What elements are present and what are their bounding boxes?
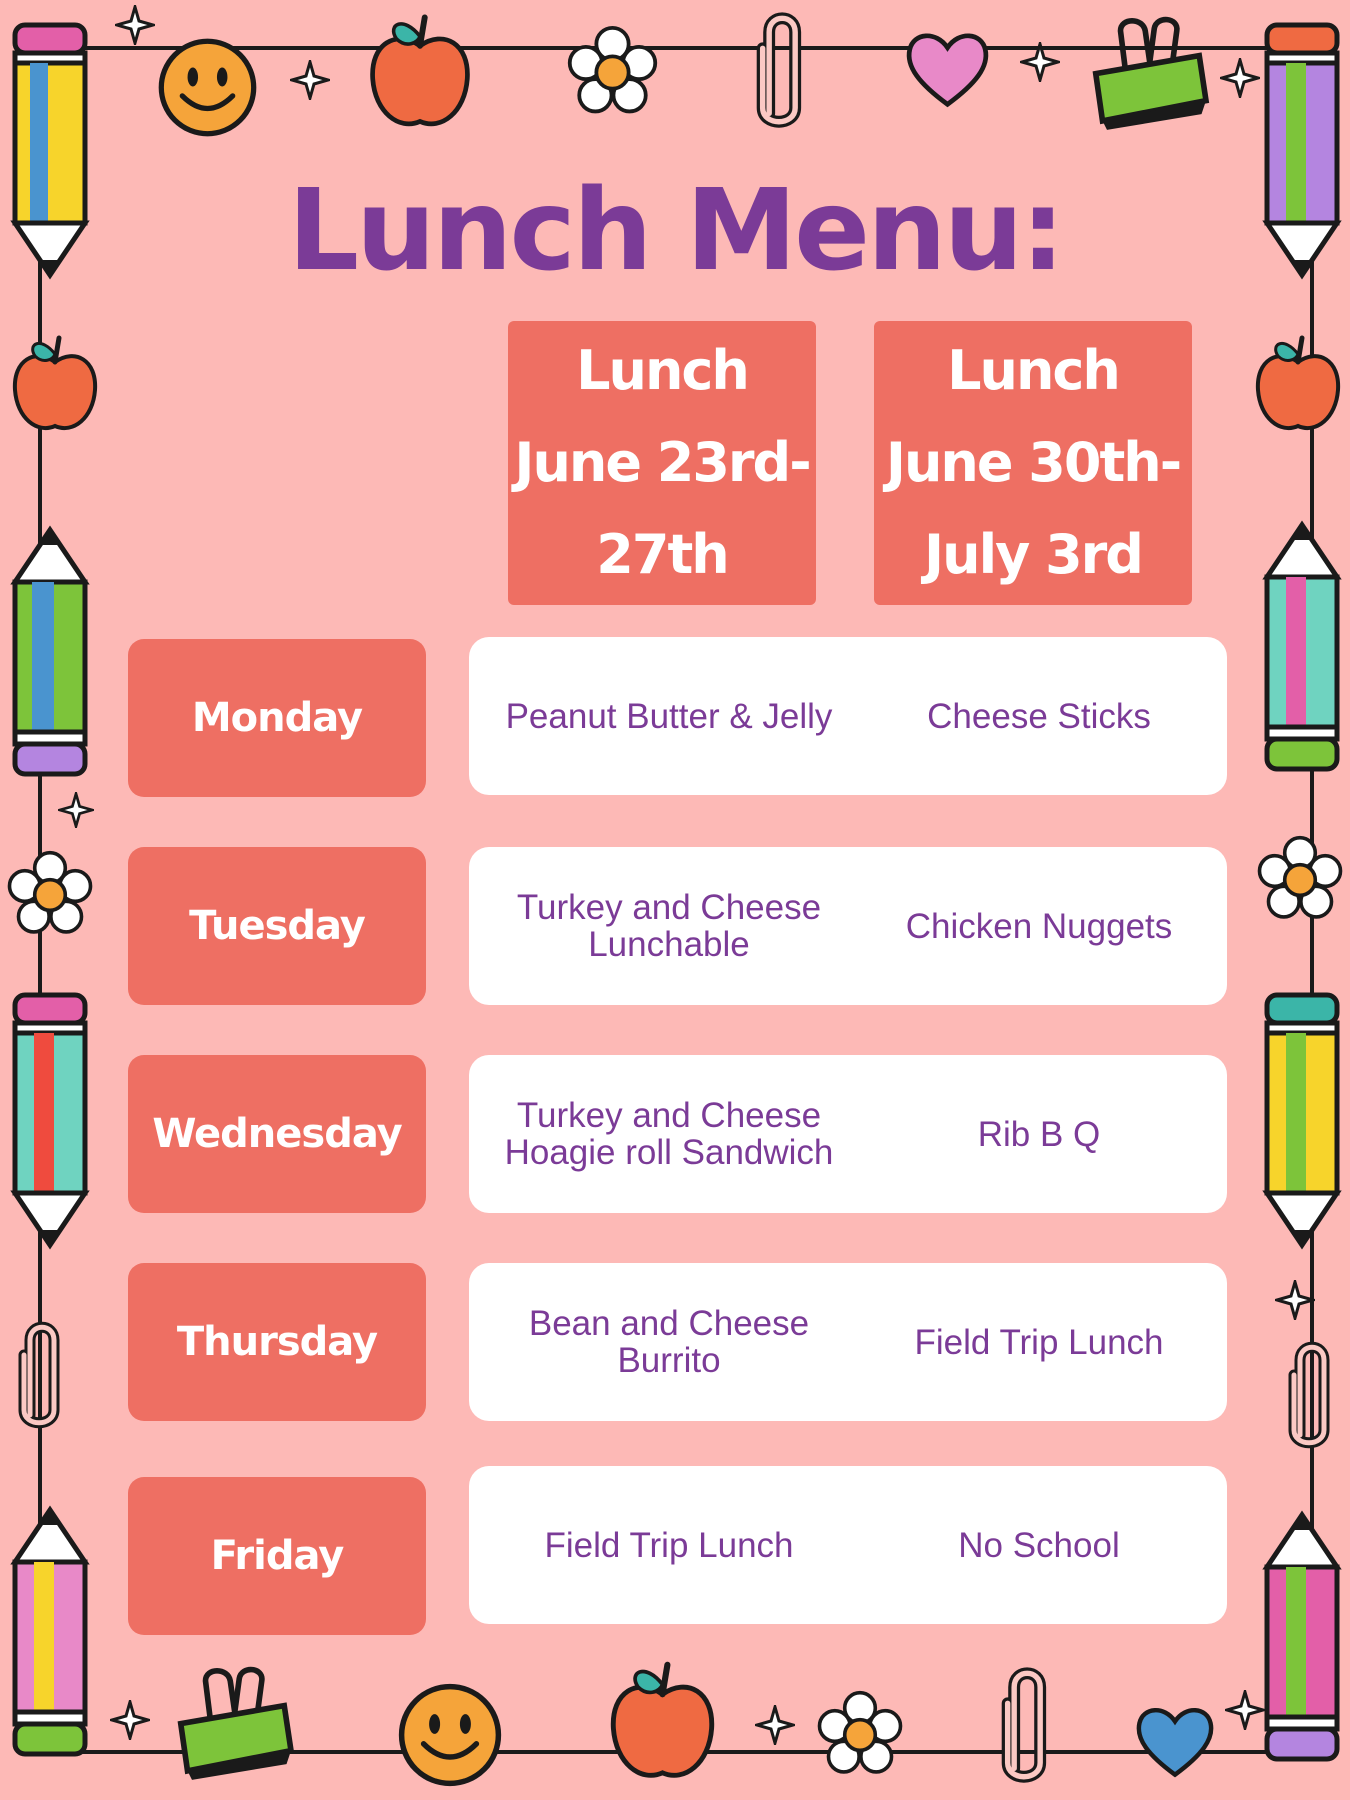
apple-icon xyxy=(360,8,480,138)
day-label-wednesday: Wednesday xyxy=(128,1055,426,1213)
pencil-icon xyxy=(10,990,90,1255)
column-header-line: June 30th- xyxy=(885,431,1181,494)
column-header-line: Lunch xyxy=(947,339,1119,402)
paperclip-icon xyxy=(745,5,815,135)
menu-item-week1: Turkey and Cheese Lunchable xyxy=(516,888,822,964)
menu-item-week2: Cheese Sticks xyxy=(927,696,1151,736)
menu-item-week1: Field Trip Lunch xyxy=(544,1525,794,1565)
sparkle-icon xyxy=(110,1700,150,1740)
menu-row-friday xyxy=(469,1466,1227,1624)
day-label-monday: Monday xyxy=(128,639,426,797)
sparkle-icon xyxy=(1020,42,1060,82)
sparkle-icon xyxy=(1275,1280,1315,1320)
flower-icon xyxy=(815,1690,905,1780)
menu-item-week2: Chicken Nuggets xyxy=(905,906,1173,946)
column-header-line: Lunch xyxy=(576,339,748,402)
menu-item-week1: Bean and Cheese Burrito xyxy=(528,1304,810,1380)
pencil-icon xyxy=(1262,1505,1342,1770)
pencil-icon xyxy=(1262,990,1342,1255)
flower-icon xyxy=(5,850,95,940)
menu-item-week1: Turkey and Cheese Hoagie roll Sandwich xyxy=(504,1096,834,1172)
page-title: Lunch Menu: xyxy=(287,166,1063,296)
sparkle-icon xyxy=(1220,58,1260,98)
smiley-icon xyxy=(395,1680,505,1790)
menu-item-week1: Peanut Butter & Jelly xyxy=(505,696,833,736)
column-header-week2 xyxy=(874,321,1192,605)
binder-clip-icon xyxy=(1080,10,1215,135)
flower-icon xyxy=(565,25,660,120)
sparkle-icon xyxy=(290,60,330,100)
paperclip-icon xyxy=(990,1660,1060,1790)
column-header-line: 27th xyxy=(596,523,728,586)
menu-row-monday xyxy=(469,637,1227,795)
menu-item-week2: Rib B Q xyxy=(977,1114,1101,1154)
menu-row-wednesday xyxy=(469,1055,1227,1213)
sparkle-icon xyxy=(58,792,94,828)
sparkle-icon xyxy=(115,5,155,45)
apple-icon xyxy=(5,330,105,440)
day-label-friday: Friday xyxy=(128,1477,426,1635)
sparkle-icon xyxy=(755,1705,795,1745)
heart-icon xyxy=(900,25,995,110)
menu-item-week2: Field Trip Lunch xyxy=(914,1322,1164,1362)
menu-row-tuesday xyxy=(469,847,1227,1005)
flower-icon xyxy=(1255,835,1345,925)
column-header-week1 xyxy=(508,321,816,605)
pencil-icon xyxy=(10,1500,90,1765)
sparkle-icon xyxy=(1225,1690,1265,1730)
paperclip-icon xyxy=(1280,1330,1340,1460)
apple-icon xyxy=(1248,330,1348,440)
pencil-icon xyxy=(10,520,90,785)
pencil-icon xyxy=(1262,515,1342,780)
smiley-icon xyxy=(155,35,260,140)
column-header-line: July 3rd xyxy=(924,523,1142,586)
heart-icon xyxy=(1130,1700,1220,1780)
menu-item-week2: No School xyxy=(958,1525,1120,1565)
column-header-line: June 23rd- xyxy=(514,431,810,494)
binder-clip-icon xyxy=(165,1660,300,1785)
day-label-tuesday: Tuesday xyxy=(128,847,426,1005)
day-label-thursday: Thursday xyxy=(128,1263,426,1421)
menu-row-thursday xyxy=(469,1263,1227,1421)
apple-icon xyxy=(600,1655,725,1790)
paperclip-icon xyxy=(10,1310,70,1440)
